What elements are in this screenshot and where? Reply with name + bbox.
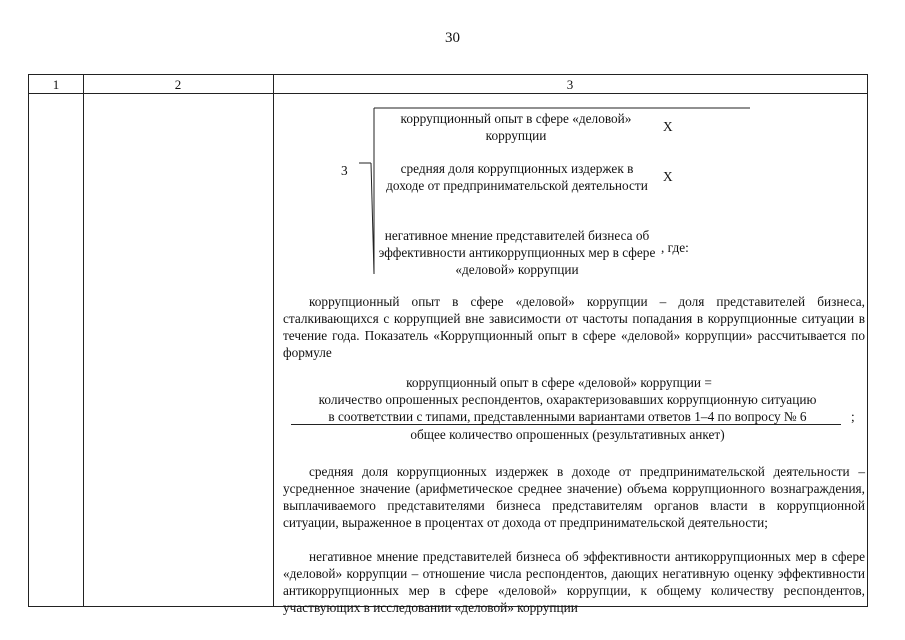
column-header-2: 2 [174,77,182,92]
index-number: 3 [341,163,348,178]
column-header-3: 3 [566,77,574,92]
index-component-label: средняя доля коррупционных издержек в доходе от предпринимательской деятельности [386,161,648,193]
definition-paragraph: коррупционный опыт в сфере «деловой» коррупции – доля представителей бизнеса, сталкивающихся с коррупцией вне зависимости от частоты попадания в коррупционные ситуации в течение года. Показатель «Коррупционный опыт в сфере «деловой» коррупции» рассчитывается по формуле [283,294,865,360]
formula-suffix: ; [851,409,855,424]
table-header-row [29,75,867,94]
definition-paragraph: средняя доля коррупционных издержек в доходе от предпринимательской деятельности – усредненное значение (арифметическое среднее значение) объема коррупционного вознаграждения, выплачиваемого представителями бизнеса представителям органов власти в коррупционной ситуации, выраженное в процентах от дохода от предпринимательской деятельности; [283,464,865,530]
column-3-content [279,93,868,615]
document-table [28,74,868,615]
formula-lhs: коррупционный опыт в сфере «деловой» коррупции = [406,375,712,390]
index-component-mark: , где: [661,240,689,255]
fraction-bar [291,424,841,425]
column-header-1: 1 [52,77,60,92]
column-divider [83,75,84,606]
formula-denominator: общее количество опрошенных (результативных анкет) [410,427,725,442]
index-component-label: негативное мнение представителей бизнеса об эффективности антикоррупционных мер в сфере «деловой» коррупции [378,228,656,277]
column-divider [273,75,274,606]
page-number: 30 [445,30,460,46]
definition-paragraph: негативное мнение представителей бизнеса об эффективности антикоррупционных мер в сфере «деловой» коррупции – отношение числа респондентов, дающих негативную оценку эффективности антикоррупционных мер в сфере «деловой» коррупции, к общему количеству респондентов, участвующих в исследовании «деловой» коррупции [283,549,865,615]
index-component-mark: X [663,169,673,184]
index-component-mark: X [663,119,673,134]
index-component-label: коррупционный опыт в сфере «деловой» коррупции [400,111,632,143]
formula-numerator: количество опрошенных респондентов, охарактеризовавших коррупционную ситуацию [318,392,817,407]
formula-numerator: в соответствии с типами, представленными вариантами ответов 1–4 по вопросу № 6 [328,409,807,424]
